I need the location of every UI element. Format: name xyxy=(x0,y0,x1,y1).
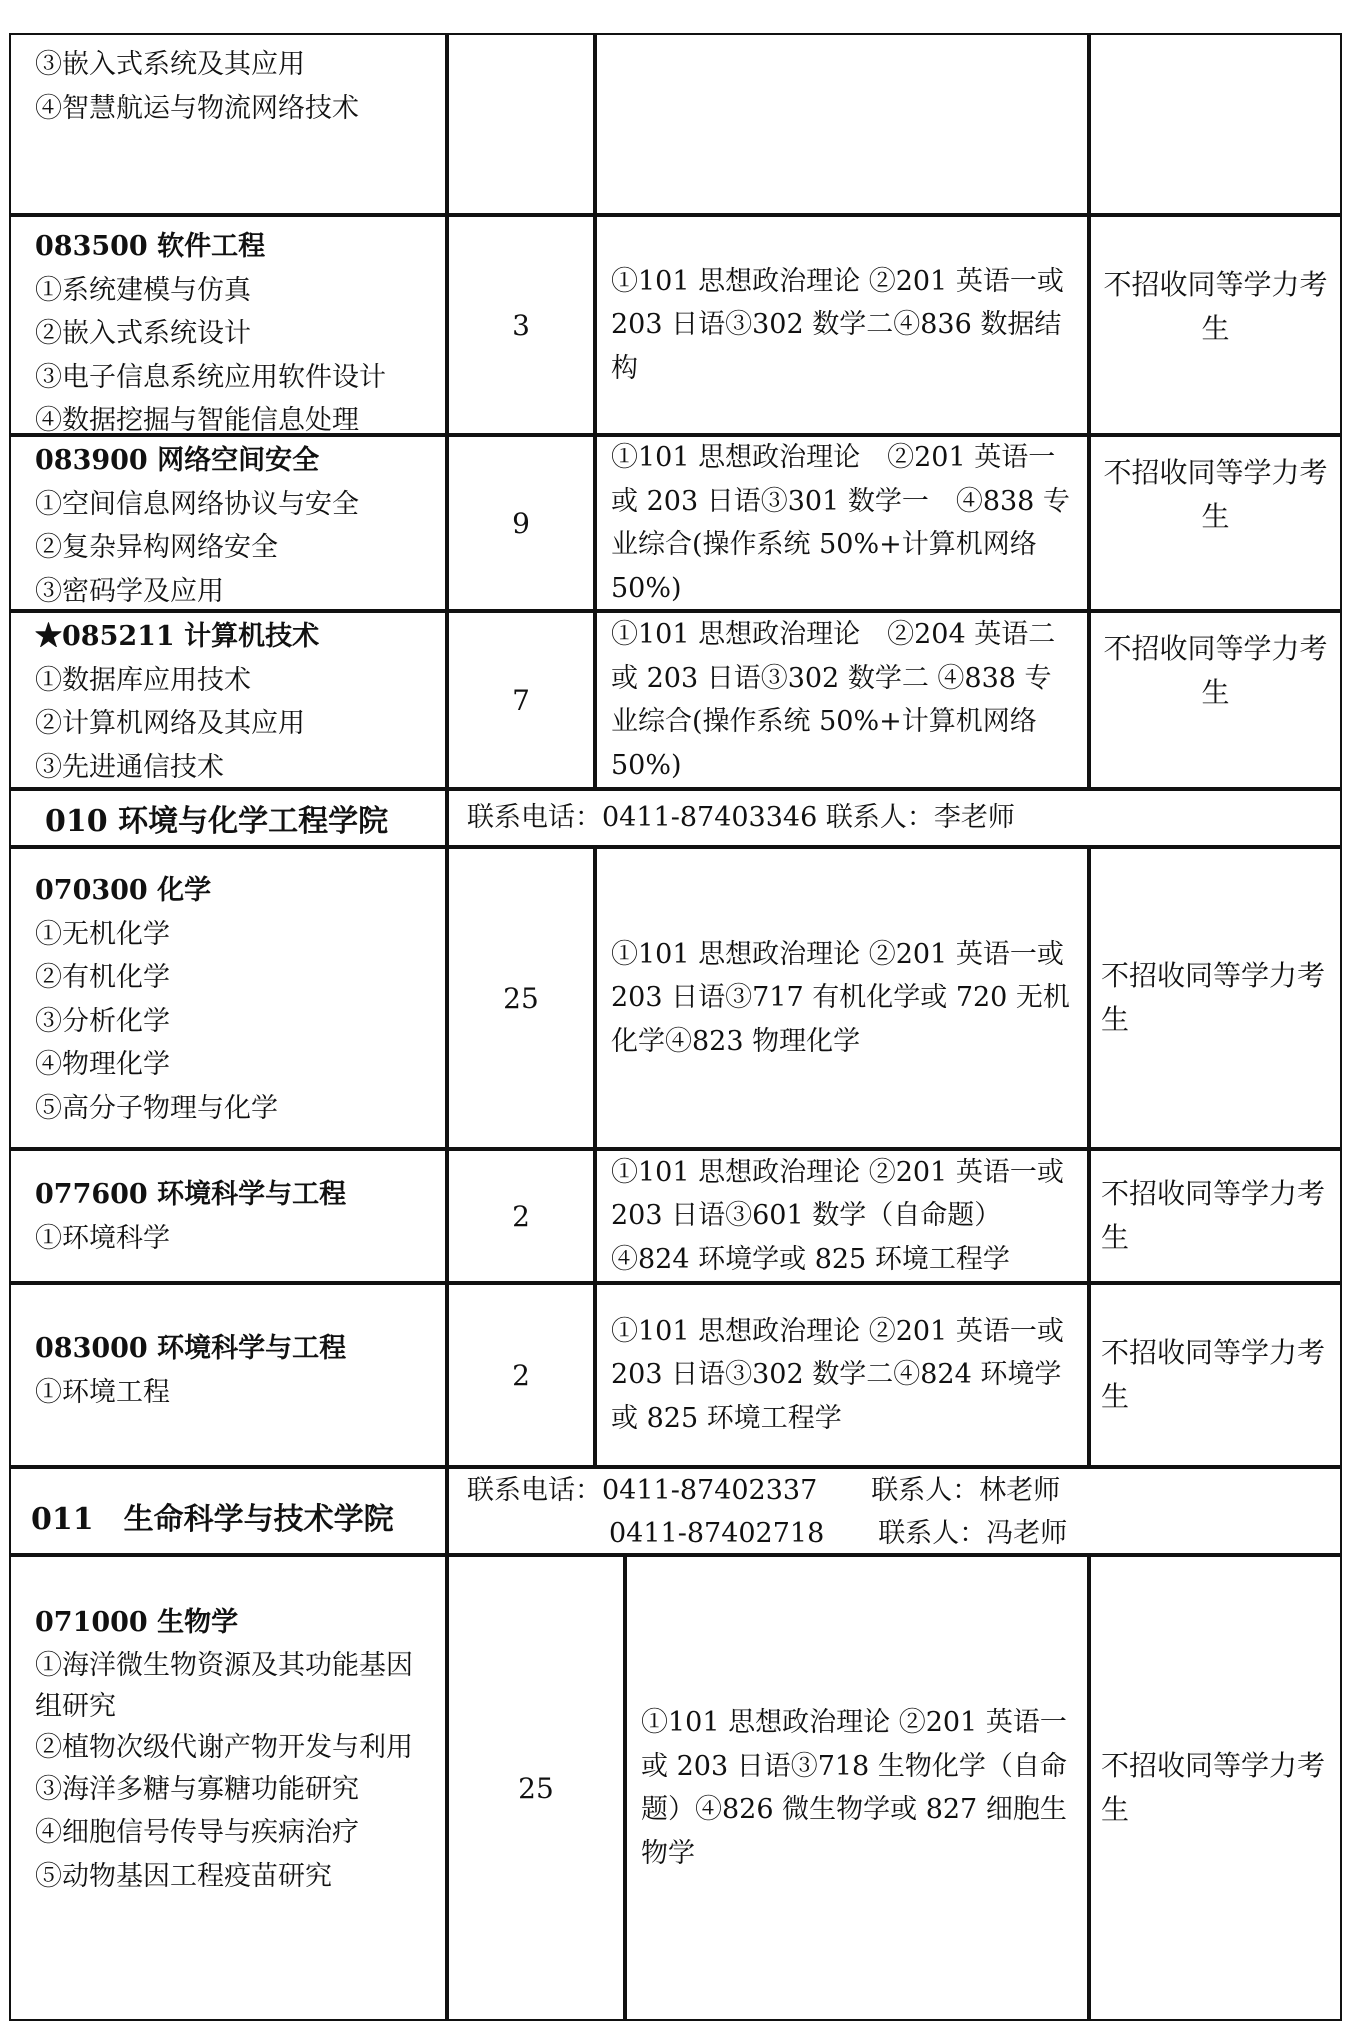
direction-item: ②计算机网络及其应用 xyxy=(35,708,305,739)
direction-item: ⑤高分子物理与化学 xyxy=(35,1092,278,1124)
note-text: 不招收同等学力考生 xyxy=(1103,456,1328,533)
major-title: 083000 环境科学与工程 xyxy=(35,1333,347,1364)
major-cell-083500 xyxy=(9,215,447,435)
quota-cell: 2 xyxy=(447,1149,595,1283)
contact-line: 联系电话：0411-87403346 联系人：李老师 xyxy=(467,802,1015,833)
exam-cell xyxy=(595,611,1089,789)
direction-item: ④智慧航运与物流网络技术 xyxy=(35,92,359,124)
direction-item: ③嵌入式系统及其应用 xyxy=(35,49,305,80)
direction-item: ②嵌入式系统设计 xyxy=(35,318,251,349)
note-text: 不招收同等学力考生 xyxy=(1101,959,1326,1036)
direction-item: ③密码学及应用 xyxy=(35,575,224,607)
quota-cell: 9 xyxy=(447,435,595,611)
major-title: 077600 环境科学与工程 xyxy=(35,1179,347,1210)
direction-item: ④细胞信号传导与疾病治疗 xyxy=(35,1817,359,1848)
exam-subjects: ①101 思想政治理论 ②201 英语一或 203 日语③301 数学一 ④838 专业综合(操作系统 50%+计算机网络 50%) xyxy=(611,442,1070,604)
exam-cell xyxy=(595,215,1089,435)
exam-subjects: ①101 思想政治理论 ②204 英语二或 203 日语③302 数学二 ④838 专业综合(操作系统 50%+计算机网络 50%) xyxy=(611,619,1056,781)
direction-item: ①环境工程 xyxy=(35,1376,170,1408)
exam-cell-empty xyxy=(595,33,1089,215)
note-text: 不招收同等学力考生 xyxy=(1101,1336,1326,1413)
college-name-011: 011 生命科学与技术学院 xyxy=(9,1467,447,1555)
note-cell xyxy=(1089,847,1342,1149)
major-cell-continued xyxy=(9,33,447,215)
note-cell xyxy=(1089,435,1342,611)
direction-item: ③海洋多糖与寡糖功能研究 xyxy=(35,1773,359,1805)
exam-cell xyxy=(595,1149,1089,1283)
exam-cell xyxy=(625,1555,1089,2021)
quota-cell-empty xyxy=(447,33,595,215)
exam-cell xyxy=(595,1283,1089,1467)
direction-item: ①系统建模与仿真 xyxy=(35,274,251,306)
major-title: 083500 软件工程 xyxy=(35,231,266,262)
exam-cell xyxy=(595,847,1089,1149)
note-cell xyxy=(1089,611,1342,789)
quota-cell: 25 xyxy=(447,847,595,1149)
exam-subjects: ①101 思想政治理论 ②201 英语一或 203 日语③718 生物化学（自命题）④826 微生物学或 827 细胞生物学 xyxy=(641,1707,1067,1869)
major-title: 071000 生物学 xyxy=(35,1607,239,1638)
quota-cell: 2 xyxy=(447,1283,595,1467)
direction-item: ④物理化学 xyxy=(35,1049,170,1080)
exam-subjects: ①101 思想政治理论 ②201 英语一或 203 日语③302 数学二④836 数据结构 xyxy=(611,265,1064,384)
direction-item: ①无机化学 xyxy=(35,918,170,950)
direction-item: ③电子信息系统应用软件设计 xyxy=(35,361,386,393)
major-title: 070300 化学 xyxy=(35,875,212,906)
exam-subjects: ①101 思想政治理论 ②201 英语一或 203 日语③601 数学（自命题）④824 环境学或 825 环境工程学 xyxy=(611,1156,1064,1275)
exam-subjects: ①101 思想政治理论 ②201 英语一或 203 日语③717 有机化学或 720 无机化学④823 物理化学 xyxy=(611,938,1070,1057)
exam-subjects: ①101 思想政治理论 ②201 英语一或 203 日语③302 数学二④824 环境学或 825 环境工程学 xyxy=(611,1315,1064,1434)
direction-item: ②有机化学 xyxy=(35,962,170,993)
major-cell-077600 xyxy=(9,1149,447,1283)
college-contact-010 xyxy=(447,789,1342,847)
exam-cell xyxy=(595,435,1089,611)
direction-item: ①数据库应用技术 xyxy=(35,664,251,696)
major-cell-085211 xyxy=(9,611,447,789)
major-cell-071000 xyxy=(9,1555,447,2021)
direction-item: ①空间信息网络协议与安全 xyxy=(35,488,359,520)
contact-line: 0411-87402718 联系人：冯老师 xyxy=(609,1518,1068,1549)
direction-item: ④数据挖掘与智能信息处理 xyxy=(35,405,359,435)
quota-cell: 7 xyxy=(447,611,595,789)
direction-item: ③先进通信技术 xyxy=(35,751,224,783)
major-cell-083900 xyxy=(9,435,447,611)
note-text: 不招收同等学力考生 xyxy=(1103,268,1328,345)
direction-item: ②植物次级代谢产物开发与利用 xyxy=(35,1731,413,1763)
direction-item: ②复杂异构网络安全 xyxy=(35,532,278,563)
contact-line: 联系电话：0411-87402337 联系人：林老师 xyxy=(467,1475,1061,1506)
college-contact-011 xyxy=(447,1467,1342,1555)
note-cell-empty xyxy=(1089,33,1342,215)
major-cell-083000 xyxy=(9,1283,447,1467)
major-cell-070300 xyxy=(9,847,447,1149)
note-cell xyxy=(1089,1283,1342,1467)
note-text: 不招收同等学力考生 xyxy=(1103,632,1328,709)
quota-cell: 3 xyxy=(447,215,595,435)
college-name-010: 010 环境与化学工程学院 xyxy=(9,789,447,847)
quota-cell: 25 xyxy=(447,1555,625,2021)
direction-item: ③分析化学 xyxy=(35,1005,170,1037)
direction-item: ⑤动物基因工程疫苗研究 xyxy=(35,1860,332,1892)
note-text: 不招收同等学力考生 xyxy=(1101,1177,1326,1254)
note-cell xyxy=(1089,1149,1342,1283)
note-text: 不招收同等学力考生 xyxy=(1101,1749,1326,1826)
note-cell xyxy=(1089,215,1342,435)
note-cell xyxy=(1089,1555,1342,2021)
direction-item: ①环境科学 xyxy=(35,1222,170,1254)
major-title: ★085211 计算机技术 xyxy=(35,621,320,652)
direction-item: ①海洋微生物资源及其功能基因组研究 xyxy=(35,1649,413,1722)
major-title: 083900 网络空间安全 xyxy=(35,445,320,476)
